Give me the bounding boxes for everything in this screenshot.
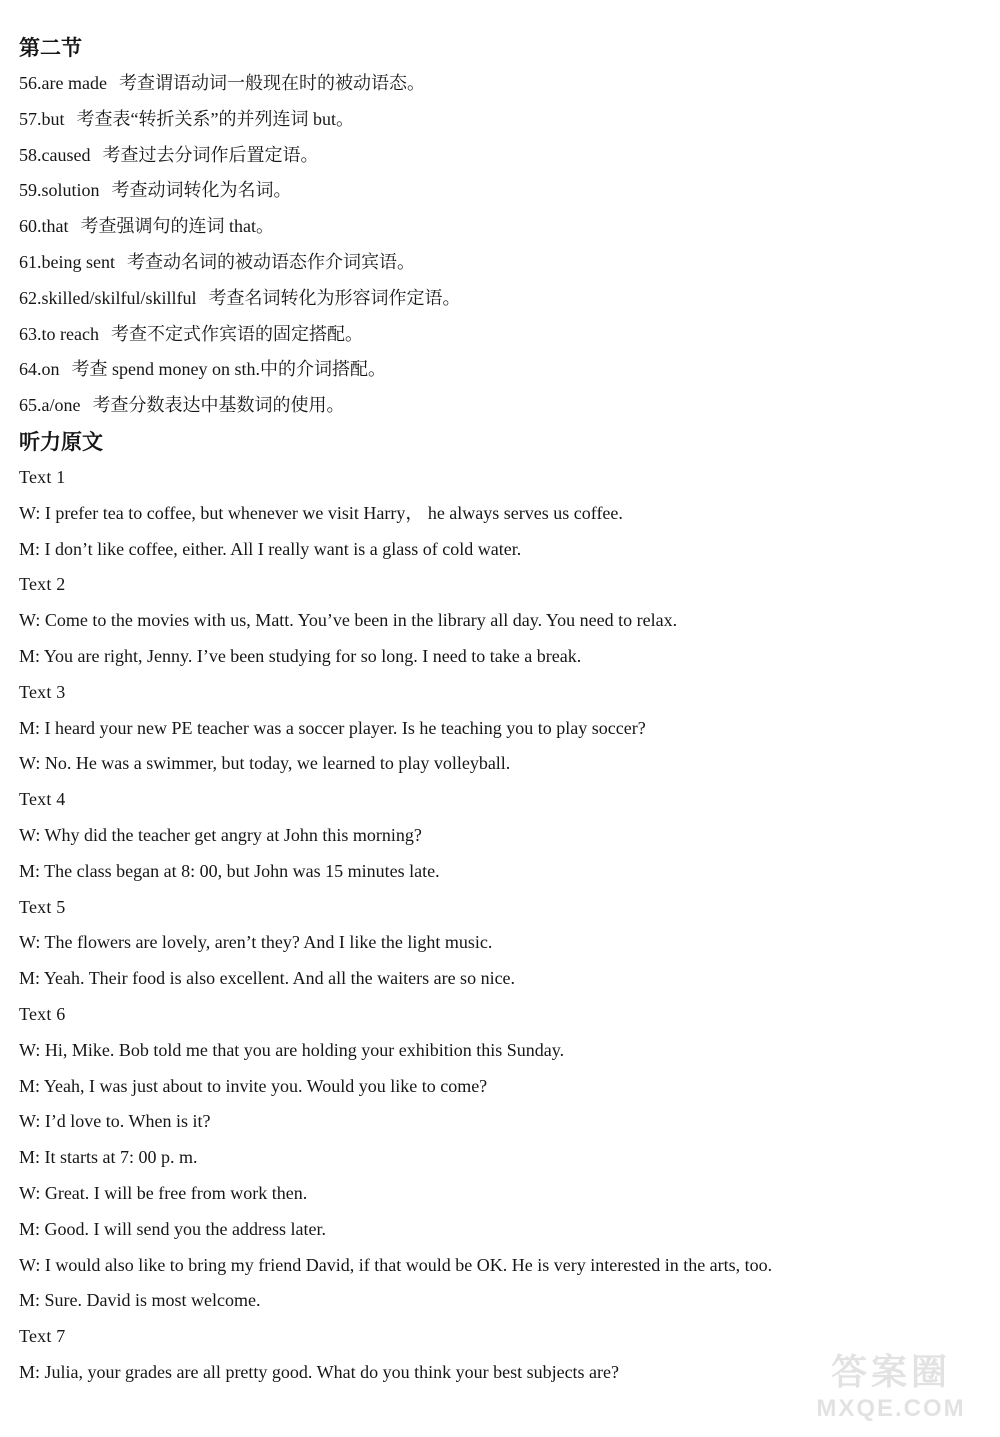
answer-list [19,66,979,424]
watermark-text: 答案圈 [830,1352,951,1393]
dialogue-line: M: Julia, your grades are all pretty good. What do you think your best subjects are? [19,1361,620,1382]
answer-item [19,209,979,245]
answer-item [19,102,979,138]
text-label: Text 6 [19,1003,66,1024]
answer-text: 58.caused [19,144,91,165]
dialogue-line: M: It starts at 7: 00 p. m. [19,1147,198,1168]
text-label: Text 5 [19,896,66,917]
dialogue-line: M: Yeah. Their food is also excellent. And all the waiters are so nice. [19,968,516,989]
dialogue-line: W: Hi, Mike. Bob told me that you are holding your exhibition this Sunday. [19,1039,565,1060]
text-label: Text 2 [19,574,66,595]
answer-note: 考查动词转化为名词。 [111,180,292,201]
dialogue-line: M: The class began at 8: 00, but John was 15 minutes late. [19,860,440,881]
answer-item [19,388,979,424]
answer-note: 考查谓语动词一般现在时的被动语态。 [118,73,425,93]
answer-item [19,173,979,209]
dialogue-line: W: I would also like to bring my friend David, if that would be OK. He is very interested in the arts, too. [19,1254,773,1275]
answer-item [19,317,979,353]
dialogue-line: M: Yeah, I was just about to invite you. Would you like to come? [19,1075,488,1096]
dialogue-line: W: No. He was a swimmer, but today, we learned to play volleyball. [19,753,511,774]
dialogue-line: W: I prefer tea to coffee, but whenever we visit Harry， he always serves us coffee. [19,502,623,523]
dialogue-line: M: I heard your new PE teacher was a soccer player. Is he teaching you to play soccer? [19,717,646,738]
dialogue-line: W: Why did the teacher get angry at John this morning? [19,824,422,845]
answer-text: 61.being sent [19,251,115,272]
answer-item [19,66,979,102]
document-page [19,30,979,1391]
answer-text: 59.solution [19,180,100,201]
text-label: Text 4 [19,789,66,810]
text-label: Text 1 [19,466,66,487]
dialogue-line: M: Sure. David is most welcome. [19,1290,261,1311]
answer-note: 考查不定式作宾语的固定搭配。 [110,323,363,344]
answer-note: 考查 spend money on sth.中的介词搭配。 [71,359,386,380]
answer-item [19,245,979,281]
answer-note: 考查过去分词作后置定语。 [102,144,319,165]
answer-note: 考查分数表达中基数词的使用。 [92,395,345,416]
answer-item [19,352,979,388]
answer-text: 57.but [19,108,65,129]
dialogue-line: M: Good. I will send you the address later. [19,1218,326,1239]
answer-note: 考查表“转折关系”的并列连词 but。 [76,108,354,129]
answer-note: 考查名词转化为形容词作定语。 [208,287,461,308]
transcript [19,460,979,1391]
answer-note: 考查强调句的连词 that。 [80,216,274,237]
answer-text: 63.to reach [19,323,99,344]
answer-text: 60.that [19,216,69,237]
dialogue-line: W: Great. I will be free from work then. [19,1182,308,1203]
dialogue-line: M: I don’t like coffee, either. All I really want is a glass of cold water. [19,538,522,559]
answer-note: 考查动名词的被动语态作介词宾语。 [127,251,415,272]
answer-text: 65.a/one [19,395,81,416]
text-label: Text 3 [19,681,66,702]
watermark-url: MXQE.COM [816,1395,966,1422]
answer-text: 62.skilled/skilful/skillful [19,287,197,308]
dialogue-line: W: Come to the movies with us, Matt. You’ve been in the library all day. You need to relax. [19,610,678,631]
answer-item [19,138,979,174]
dialogue-line: M: You are right, Jenny. I’ve been studying for so long. I need to take a break. [19,645,582,666]
listening-title: 听力原文 [19,429,103,454]
answer-text: 64.on [19,359,60,380]
section-title: 第二节 [19,36,82,60]
text-label: Text 7 [19,1326,66,1347]
answer-item [19,281,979,317]
dialogue-line: W: The flowers are lovely, aren’t they? And I like the light music. [19,932,493,953]
dialogue-line: W: I’d love to. When is it? [19,1111,211,1132]
answer-text: 56.are made [19,73,107,93]
